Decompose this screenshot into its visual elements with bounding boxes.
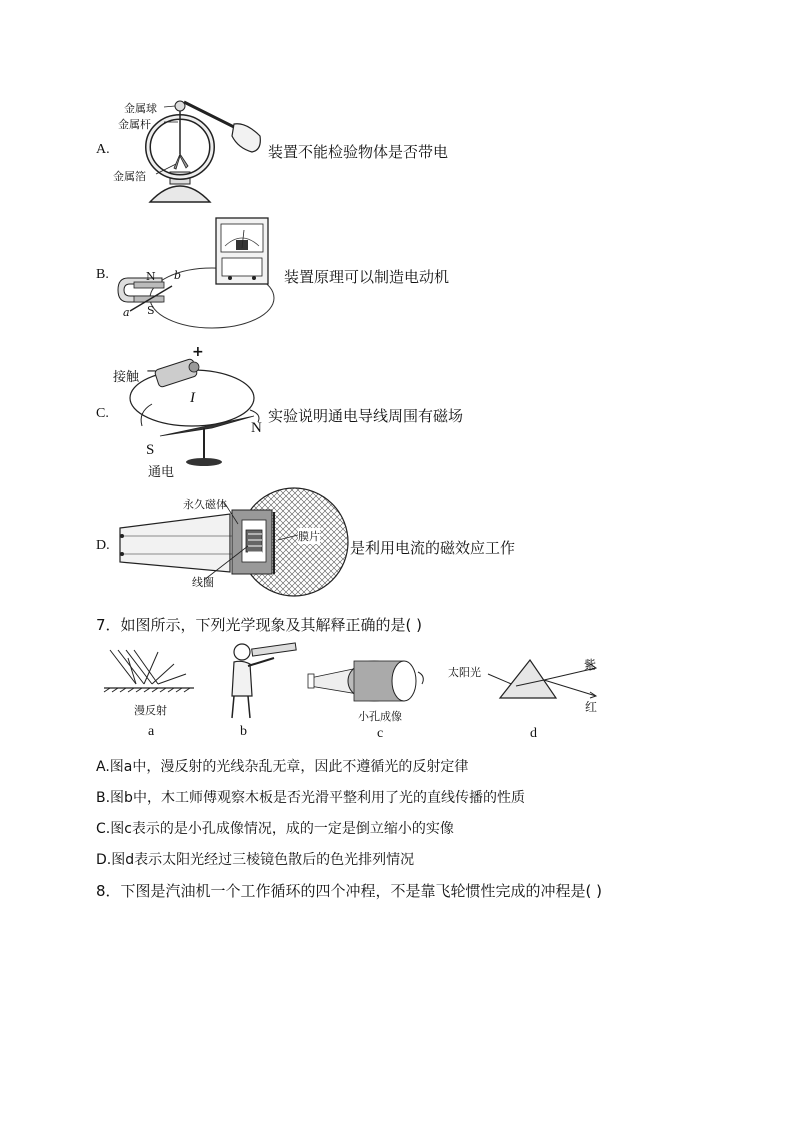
label-touch: 接触 [113,370,140,385]
option-c-text: 实验说明通电导线周围有磁场 [268,407,464,425]
figure-d-letter: d [530,726,537,741]
generator-figure [112,216,282,336]
label-minus: − [146,364,157,379]
option-d-text: 是利用电流的磁效应工作 [350,539,516,557]
label-plus: + [192,344,204,360]
label-metal-rod: 金属杆 [118,118,151,131]
figure-d-purple-label: 紫 [584,658,597,672]
label-n: N [251,420,262,436]
choice-b[interactable]: B.图b中，木工师傅观察木板是否光滑平整利用了光的直线传播的性质 [96,790,525,806]
figure-a-letter: a [148,724,155,739]
label-diaphragm: 膜片 [298,530,320,543]
question-7-stem: 7．如图所示，下列光学现象及其解释正确的是( ) [96,616,423,634]
label-power-on: 通电 [148,465,175,480]
figure-b-carpenter [222,642,300,720]
figure-c-letter: c [377,726,384,741]
figure-c-pinhole [304,652,434,708]
figure-a-caption: 漫反射 [134,704,167,717]
option-c-letter: C. [96,406,109,421]
figure-d-sunlight-label: 太阳光 [448,666,481,679]
label-s-pole: S [147,304,155,317]
option-d-letter: D. [96,538,110,553]
label-b: b [174,269,182,282]
label-coil: 线圈 [192,576,214,589]
label-s: S [146,442,155,458]
option-b-text: 装置原理可以制造电动机 [284,268,450,286]
option-a-letter: A. [96,142,110,157]
option-b-letter: B. [96,267,109,282]
option-a-text: 装置不能检验物体是否带电 [268,143,449,161]
label-current: I [190,390,195,406]
label-a: a [123,306,130,319]
label-permanent-magnet: 永久磁体 [183,498,227,511]
question-8-stem: 8．下图是汽油机一个工作循环的四个冲程，不是靠飞轮惯性完成的冲程是( ) [96,882,603,900]
label-n-pole: N [146,270,156,283]
choice-a[interactable]: A.图a中，漫反射的光线杂乱无章，因此不遵循光的反射定律 [96,759,469,775]
choice-c[interactable]: C.图c表示的是小孔成像情况，成的一定是倒立缩小的实像 [96,821,454,837]
figure-b-letter: b [240,724,247,739]
figure-d-red-label: 红 [585,700,598,714]
choice-d[interactable]: D.图d表示太阳光经过三棱镜色散后的色光排列情况 [96,852,415,868]
label-metal-ball: 金属球 [124,102,157,115]
figure-c-caption: 小孔成像 [358,710,402,723]
label-metal-foil: 金属箔 [113,170,146,183]
